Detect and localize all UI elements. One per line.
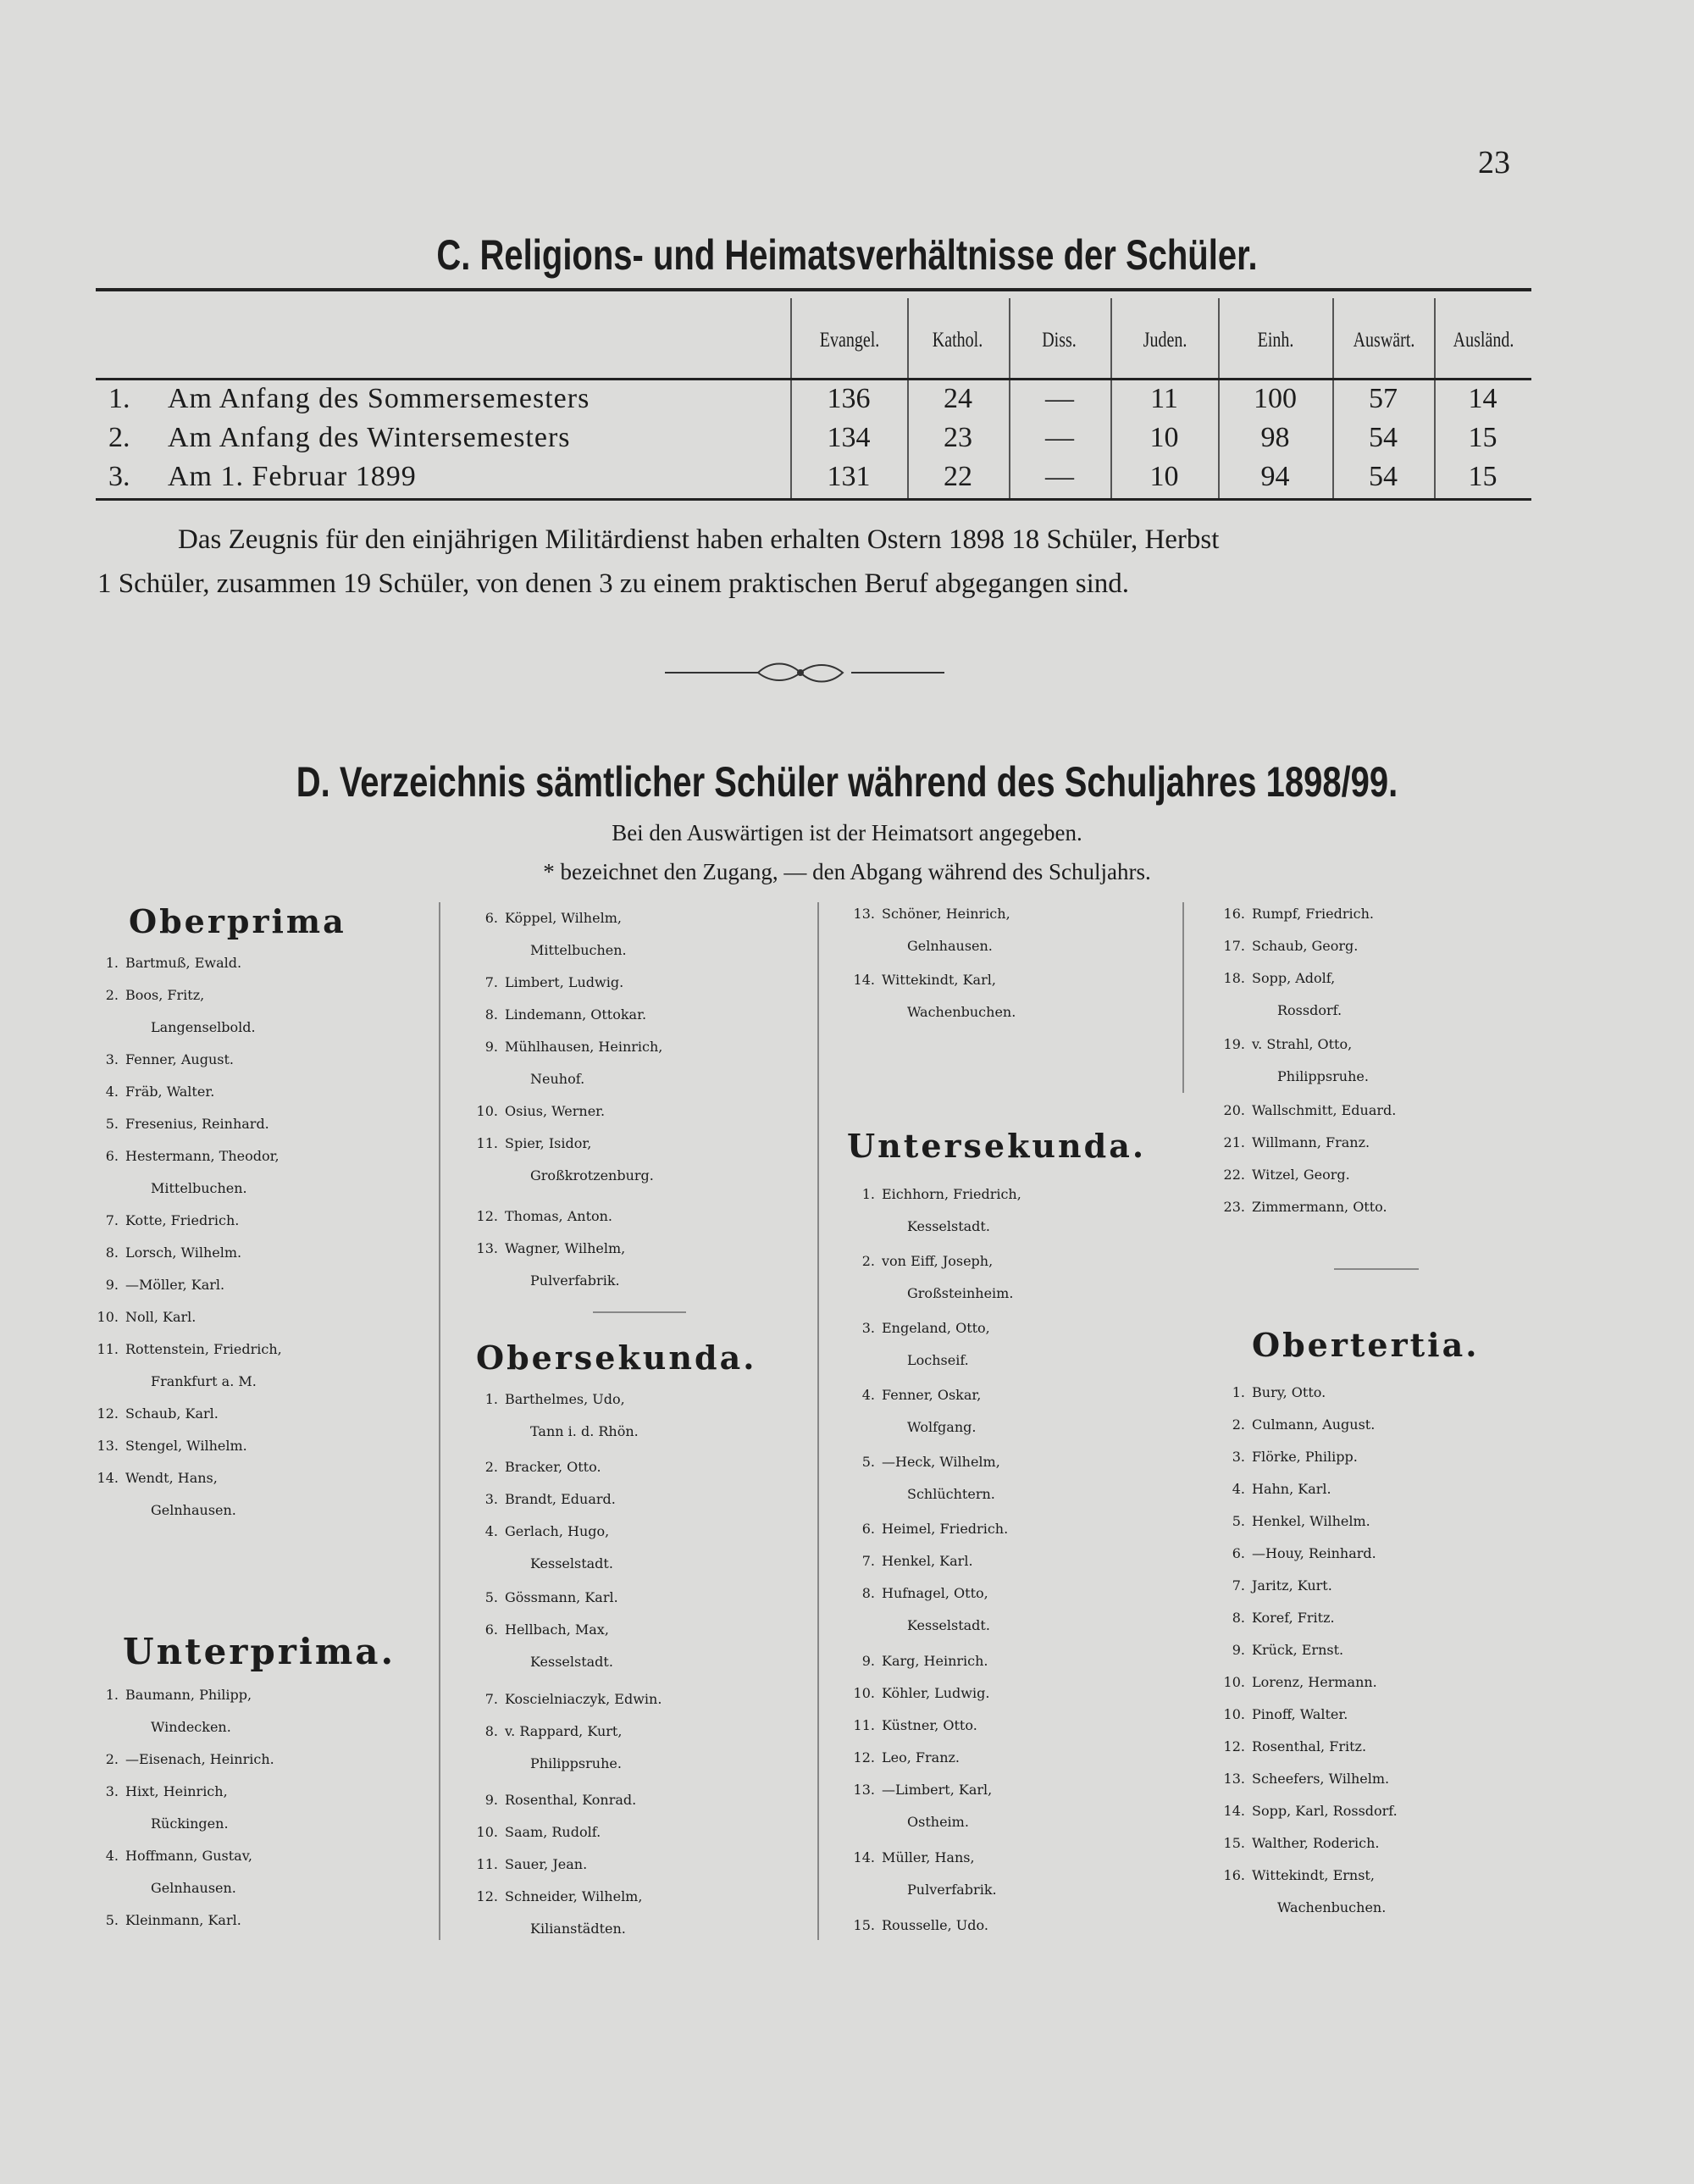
- list-item: 9. Mühlhausen, Heinrich, Neuhof.: [484, 1039, 663, 1087]
- cell: 15: [1468, 422, 1497, 453]
- table-row: [96, 383, 1531, 422]
- list-item: 10. Pinoff, Walter.: [1223, 1706, 1348, 1722]
- list-item: 2. von Eiff, Joseph, Großsteinheim.: [861, 1253, 1014, 1301]
- col-header: Juden.: [1143, 329, 1187, 352]
- list-item: 18. Sopp, Adolf, Rossdorf.: [1223, 970, 1342, 1018]
- list-item: 21. Willmann, Franz.: [1223, 1134, 1370, 1150]
- list-item: 2. —Eisenach, Heinrich.: [105, 1751, 274, 1767]
- list-item: 3. Brandt, Eduard.: [484, 1491, 616, 1507]
- cell: 94: [1260, 461, 1290, 492]
- list-item: 9. —Möller, Karl.: [105, 1277, 225, 1293]
- class-title-unterprima: Unterprima.: [123, 1631, 396, 1672]
- list-item: 16. Rumpf, Friedrich.: [1223, 906, 1374, 922]
- column-divider: [1182, 902, 1184, 1093]
- list-item: 1. Bury, Otto.: [1232, 1384, 1326, 1400]
- list-item: 4. Gerlach, Hugo, Kesselstadt.: [484, 1523, 613, 1571]
- cell: —: [1045, 461, 1074, 492]
- list-item: 5. —Heck, Wilhelm, Schlüchtern.: [861, 1454, 1000, 1502]
- list-item: 14. Wendt, Hans, Gelnhausen.: [97, 1470, 236, 1518]
- cell: 23: [944, 422, 972, 453]
- list-item: 6. Hellbach, Max, Kesselstadt.: [484, 1621, 613, 1670]
- list-item: 7. Henkel, Karl.: [861, 1553, 973, 1569]
- list-item: 10. Lorenz, Hermann.: [1223, 1674, 1377, 1690]
- list-item: 10. Köhler, Ludwig.: [853, 1685, 990, 1701]
- list-item: 13. Scheefers, Wilhelm.: [1223, 1771, 1390, 1787]
- list-item: 4. Hoffmann, Gustav, Gelnhausen.: [105, 1848, 252, 1896]
- section-d-title: D. Verzeichnis sämtlicher Schüler während des Schuljahres 1898/99.: [296, 758, 1398, 806]
- list-item: 14. Müller, Hans, Pulverfabrik.: [853, 1849, 997, 1898]
- list-item: 22. Witzel, Georg.: [1223, 1167, 1350, 1183]
- list-item: 6. Köppel, Wilhelm, Mittelbuchen.: [484, 910, 627, 958]
- list-item: 11. Spier, Isidor, Großkrotzenburg.: [476, 1135, 654, 1183]
- col-header: Kathol.: [932, 329, 983, 352]
- list-item: 3. Flörke, Philipp.: [1232, 1449, 1358, 1465]
- page-number: 23: [1478, 145, 1510, 180]
- list-item: 7. Limbert, Ludwig.: [484, 974, 624, 990]
- list-item: 1. Eichhorn, Friedrich, Kesselstadt.: [861, 1186, 1021, 1234]
- separator-rule: [593, 1311, 686, 1313]
- list-item: 5. Henkel, Wilhelm.: [1232, 1513, 1370, 1529]
- cell: 24: [944, 383, 972, 414]
- class-title-oberprima: Oberprima: [129, 902, 346, 940]
- cell: 22: [944, 461, 972, 492]
- cell: 100: [1254, 383, 1297, 414]
- column-divider: [439, 902, 440, 1940]
- list-item: 1. Bartmuß, Ewald.: [105, 955, 242, 971]
- col-header: Einh.: [1257, 329, 1294, 352]
- list-item: 15. Walther, Roderich.: [1223, 1835, 1380, 1851]
- list-item: 1. Baumann, Philipp, Windecken.: [105, 1687, 252, 1735]
- column-divider: [817, 902, 819, 1940]
- section-c-title: C. Religions- und Heimatsverhältnisse der Schüler.: [436, 231, 1258, 279]
- table-row: [96, 461, 1531, 500]
- class-title-obertertia: Obertertia.: [1252, 1326, 1480, 1364]
- list-item: 14. Wittekindt, Karl, Wachenbuchen.: [853, 972, 1016, 1020]
- list-item: 2. Boos, Fritz, Langenselbold.: [105, 987, 256, 1035]
- cell: 134: [827, 422, 871, 453]
- row-num: 3.: [108, 461, 130, 492]
- cell: 54: [1369, 422, 1398, 453]
- list-item: 13. Stengel, Wilhelm.: [97, 1438, 247, 1454]
- cell: 131: [827, 461, 871, 492]
- list-item: 8. Lorsch, Wilhelm.: [105, 1244, 242, 1261]
- separator-rule: [1334, 1268, 1419, 1270]
- list-item: 2. Bracker, Otto.: [484, 1459, 601, 1475]
- list-item: 4. Hahn, Karl.: [1232, 1481, 1331, 1497]
- list-item: 3. Engeland, Otto, Lochseif.: [861, 1320, 990, 1368]
- list-item: 8. Lindemann, Ottokar.: [484, 1006, 647, 1023]
- list-item: 2. Culmann, August.: [1232, 1416, 1376, 1433]
- list-item: 9. Karg, Heinrich.: [861, 1653, 988, 1669]
- list-item: 7. Koscielniaczyk, Edwin.: [484, 1691, 662, 1707]
- list-item: 12. Thomas, Anton.: [476, 1208, 613, 1224]
- table-rule-mid: [96, 378, 1531, 380]
- list-item: 20. Wallschmitt, Eduard.: [1223, 1102, 1397, 1118]
- list-item: 10. Osius, Werner.: [476, 1103, 606, 1119]
- cell: 54: [1369, 461, 1398, 492]
- list-item: 5. Gössmann, Karl.: [484, 1589, 618, 1605]
- military-note-line-1: Das Zeugnis für den einjährigen Militärdienst haben erhalten Ostern 1898 18 Schüler, Herbst: [178, 524, 1220, 555]
- cell: 98: [1260, 422, 1290, 453]
- list-item: 15. Rousselle, Udo.: [853, 1917, 988, 1933]
- row-label: Am 1. Februar 1899: [168, 461, 417, 492]
- list-item: 9. Krück, Ernst.: [1232, 1642, 1344, 1658]
- list-item: 11. Küstner, Otto.: [853, 1717, 977, 1733]
- table-rule-bottom: [96, 498, 1531, 501]
- list-item: 12. Schaub, Karl.: [97, 1405, 219, 1422]
- list-item: 7. Kotte, Friedrich.: [105, 1212, 240, 1228]
- list-item: 16. Wittekindt, Ernst, Wachenbuchen.: [1223, 1867, 1387, 1915]
- col-header: Diss.: [1042, 329, 1077, 352]
- list-item: 3. Hixt, Heinrich, Rückingen.: [105, 1783, 229, 1832]
- military-note-line-2: 1 Schüler, zusammen 19 Schüler, von denen 3 zu einem praktischen Beruf abgegangen sind.: [97, 568, 1130, 599]
- list-item: 13. Wagner, Wilhelm, Pulverfabrik.: [476, 1240, 626, 1289]
- list-item: 10. Saam, Rudolf.: [476, 1824, 601, 1840]
- cell: 14: [1468, 383, 1497, 414]
- cell: 57: [1369, 383, 1398, 414]
- cell: 11: [1150, 383, 1178, 414]
- list-item: 12. Leo, Franz.: [853, 1749, 960, 1765]
- list-item: 8. Koref, Fritz.: [1232, 1610, 1335, 1626]
- list-item: 11. Rottenstein, Friedrich, Frankfurt a. M.: [97, 1341, 282, 1389]
- list-item: 3. Fenner, August.: [105, 1051, 234, 1067]
- row-num: 2.: [108, 422, 130, 453]
- section-d-subtitle-2: * bezeichnet den Zugang, — den Abgang während des Schuljahrs.: [543, 859, 1151, 884]
- list-item: 14. Sopp, Karl, Rossdorf.: [1223, 1803, 1398, 1819]
- cell: 15: [1468, 461, 1497, 492]
- list-item: 6. Heimel, Friedrich.: [861, 1521, 1009, 1537]
- col-header: Ausländ.: [1453, 329, 1514, 352]
- list-item: 6. —Houy, Reinhard.: [1232, 1545, 1376, 1561]
- cell: 136: [827, 383, 871, 414]
- list-item: 6. Hestermann, Theodor, Mittelbuchen.: [105, 1148, 280, 1196]
- list-item: 12. Rosenthal, Fritz.: [1223, 1738, 1367, 1754]
- list-item: 17. Schaub, Georg.: [1223, 938, 1359, 954]
- list-item: 13. —Limbert, Karl, Ostheim.: [853, 1782, 993, 1830]
- list-item: 13. Schöner, Heinrich, Gelnhausen.: [853, 906, 1010, 954]
- list-item: 4. Fenner, Oskar, Wolfgang.: [861, 1387, 982, 1435]
- col-header: Auswärt.: [1353, 329, 1415, 352]
- list-item: 5. Fresenius, Reinhard.: [105, 1116, 269, 1132]
- list-item: 9. Rosenthal, Konrad.: [484, 1792, 637, 1808]
- cell: 10: [1149, 461, 1179, 492]
- list-item: 4. Fräb, Walter.: [105, 1084, 215, 1100]
- ornament-divider-icon: [665, 654, 944, 688]
- row-label: Am Anfang des Sommersemesters: [168, 383, 590, 414]
- section-d-subtitle-1: Bei den Auswärtigen ist der Heimatsort angegeben.: [612, 820, 1082, 845]
- row-num: 1.: [108, 383, 130, 414]
- list-item: 1. Barthelmes, Udo, Tann i. d. Rhön.: [484, 1391, 639, 1439]
- class-title-untersekunda: Untersekunda.: [847, 1127, 1147, 1165]
- row-label: Am Anfang des Wintersemesters: [168, 422, 571, 453]
- list-item: 11. Sauer, Jean.: [476, 1856, 588, 1872]
- table-row: [96, 422, 1531, 461]
- list-item: 7. Jaritz, Kurt.: [1232, 1577, 1332, 1594]
- list-item: 12. Schneider, Wilhelm, Kilianstädten.: [476, 1888, 643, 1937]
- list-item: 8. v. Rappard, Kurt, Philippsruhe.: [484, 1723, 623, 1771]
- list-item: 19. v. Strahl, Otto, Philippsruhe.: [1223, 1036, 1369, 1084]
- cell: 10: [1149, 422, 1179, 453]
- list-item: 23. Zimmermann, Otto.: [1223, 1199, 1387, 1215]
- list-item: 10. Noll, Karl.: [97, 1309, 197, 1325]
- list-item: 5. Kleinmann, Karl.: [105, 1912, 241, 1928]
- class-title-obersekunda: Obersekunda.: [476, 1339, 757, 1377]
- cell: —: [1045, 383, 1074, 414]
- cell: —: [1045, 422, 1074, 453]
- list-item: 8. Hufnagel, Otto, Kesselstadt.: [861, 1585, 990, 1633]
- col-header: Evangel.: [819, 329, 880, 352]
- table-rule-top: [96, 288, 1531, 291]
